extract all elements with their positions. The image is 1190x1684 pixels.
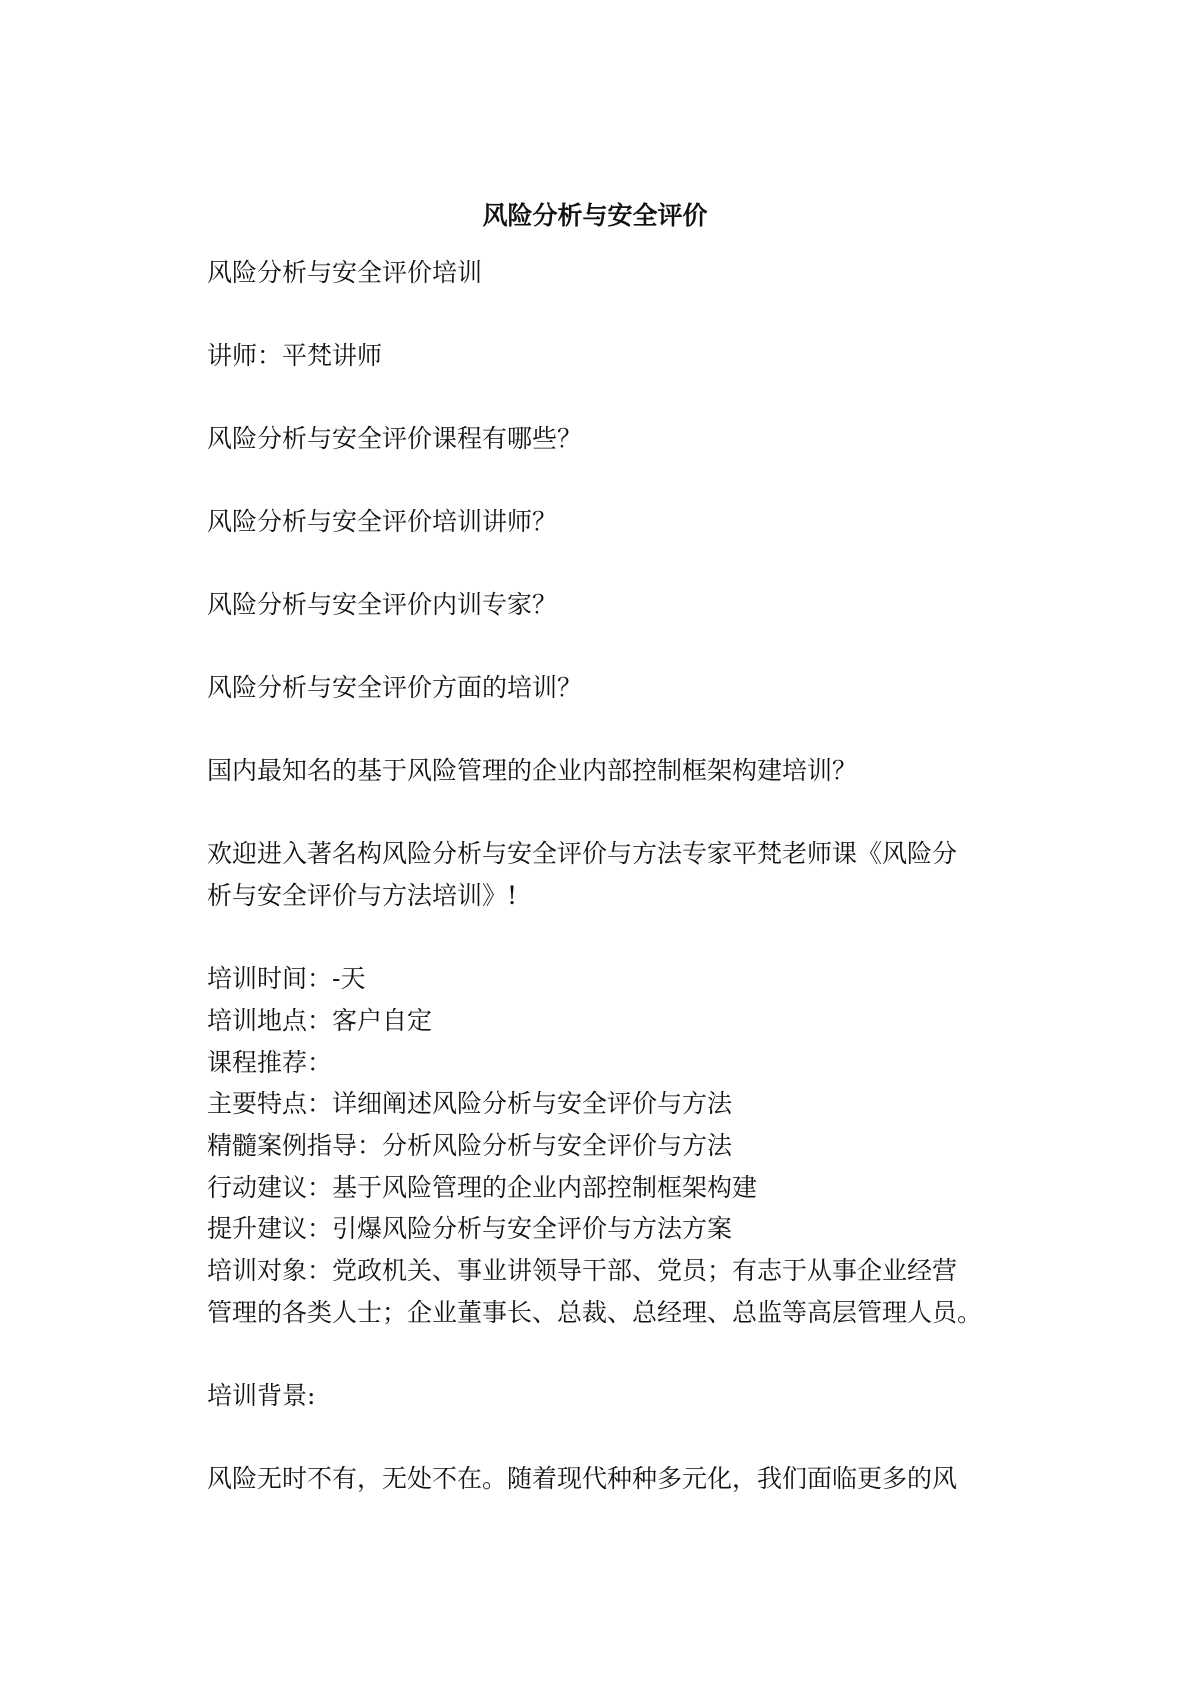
document-title: 风险分析与安全评价 xyxy=(482,201,708,230)
background-heading: 培训背景: xyxy=(207,1381,316,1410)
question-line: 风险分析与安全评价方面的培训？ xyxy=(207,673,583,702)
question-line: 风险分析与安全评价课程有哪些？ xyxy=(207,424,583,453)
question-line: 风险分析与安全评价内训专家？ xyxy=(207,590,558,619)
background-text: 风险无时不有，无处不在。随着现代种种多元化，我们面临更多的风 xyxy=(207,1464,958,1493)
improvement-suggestion: 提升建议：引爆风险分析与安全评价与方法方案 xyxy=(207,1214,733,1243)
training-audience: 培训对象：党政机关、事业讲领导干部、党员；有志于从事企业经营 xyxy=(207,1256,958,1285)
action-suggestion: 行动建议：基于风险管理的企业内部控制框架构建 xyxy=(207,1173,758,1202)
main-features: 主要特点：详细阐述风险分析与安全评价与方法 xyxy=(207,1089,733,1118)
training-location: 培训地点：客户自定 xyxy=(207,1006,433,1035)
training-audience: 管理的各类人士；企业董事长、总裁、总经理、总监等高层管理人员。 xyxy=(207,1298,983,1327)
lecturer-line: 讲师：平梵讲师 xyxy=(207,341,383,370)
welcome-line: 欢迎进入著名构风险分析与安全评价与方法专家平梵老师课《风险分 xyxy=(207,839,958,868)
question-line: 风险分析与安全评价培训讲师？ xyxy=(207,507,558,536)
course-recommend: 课程推荐： xyxy=(207,1048,333,1077)
welcome-line: 析与安全评价与方法培训》! xyxy=(207,881,518,910)
training-time: 培训时间：-天 xyxy=(207,964,366,993)
document-subtitle: 风险分析与安全评价培训 xyxy=(207,258,483,287)
question-line: 国内最知名的基于风险管理的企业内部控制框架构建培训？ xyxy=(207,756,858,785)
case-guidance: 精髓案例指导：分析风险分析与安全评价与方法 xyxy=(207,1131,733,1160)
